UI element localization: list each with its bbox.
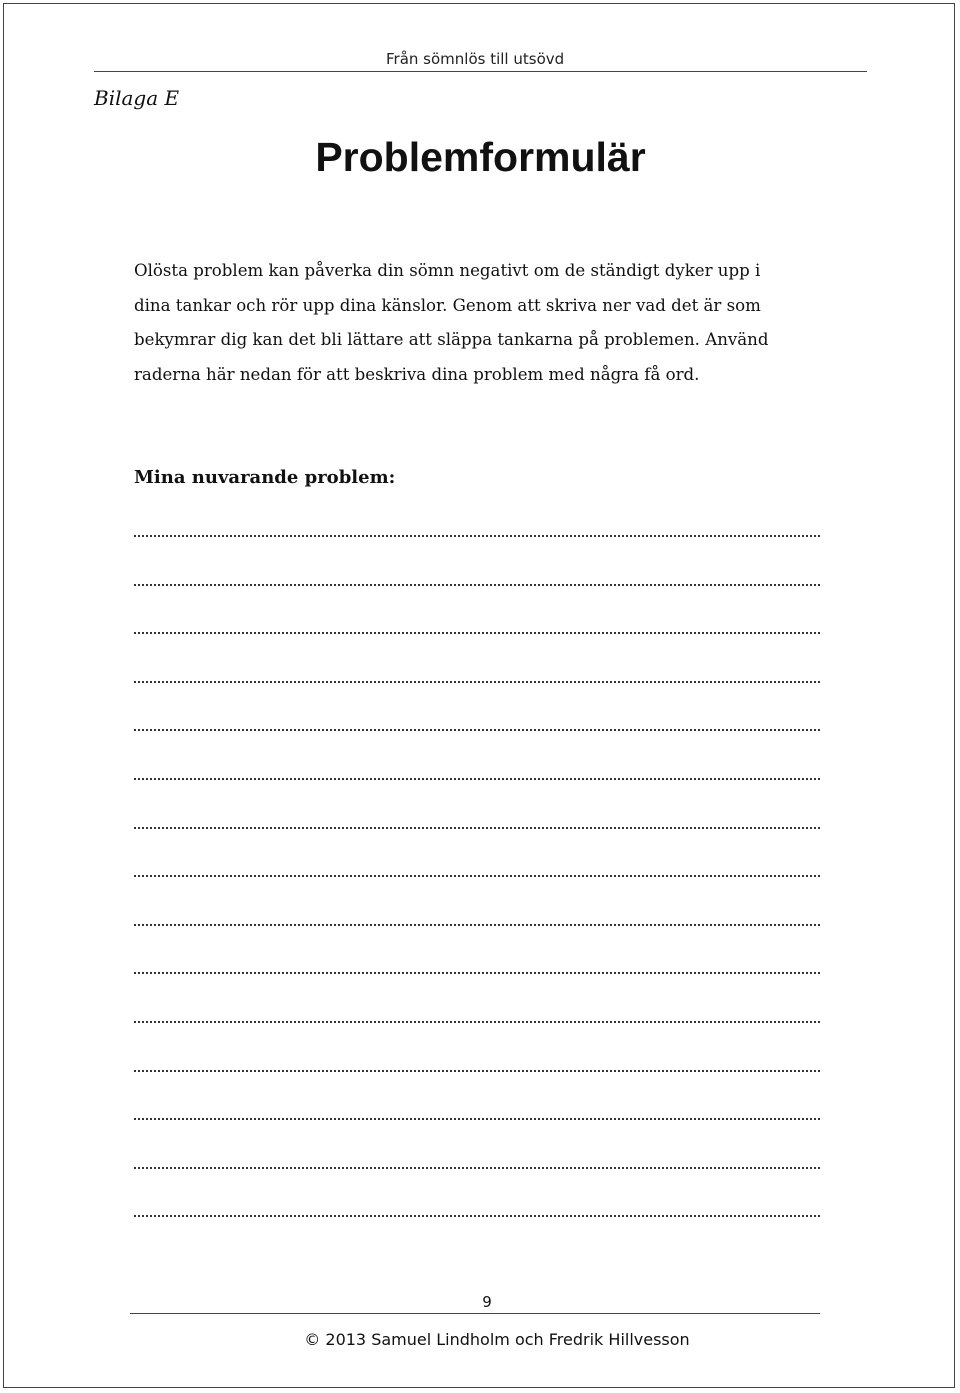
writing-line[interactable]: [134, 535, 820, 537]
writing-line[interactable]: [134, 1118, 820, 1120]
writing-line[interactable]: [134, 778, 820, 780]
writing-line[interactable]: [134, 924, 820, 926]
writing-line[interactable]: [134, 1167, 820, 1169]
intro-line: raderna här nedan för att beskriva dina problem med några få ord.: [134, 364, 700, 384]
writing-line[interactable]: [134, 1021, 820, 1023]
section-heading: Mina nuvarande problem:: [134, 467, 396, 488]
writing-line[interactable]: [134, 632, 820, 634]
writing-line[interactable]: [134, 1215, 820, 1217]
writing-line[interactable]: [134, 681, 820, 683]
intro-line: Olösta problem kan påverka din sömn negativt om de ständigt dyker upp i: [134, 261, 761, 280]
intro-line: bekymrar dig kan det bli lättare att släppa tankarna på problemen. Använd: [134, 330, 769, 349]
writing-line[interactable]: [134, 729, 820, 731]
appendix-label: Bilaga E: [94, 86, 180, 110]
page-number: 9: [482, 1293, 492, 1311]
intro-line: dina tankar och rör upp dina känslor. Genom att skriva ner vad det är som: [134, 295, 761, 315]
writing-line[interactable]: [134, 972, 820, 974]
running-header: Från sömnlös till utsövd: [386, 50, 565, 68]
header-rule: [94, 71, 867, 72]
writing-line[interactable]: [134, 875, 820, 877]
writing-line[interactable]: [134, 584, 820, 586]
writing-line[interactable]: [134, 1070, 820, 1072]
writing-line[interactable]: [134, 827, 820, 829]
page-title: Problemformulär: [315, 134, 646, 180]
page-frame: [3, 3, 955, 1388]
copyright: © 2013 Samuel Lindholm och Fredrik Hillvesson: [304, 1330, 690, 1349]
intro-paragraph: [134, 254, 834, 392]
footer-rule: [130, 1313, 820, 1314]
